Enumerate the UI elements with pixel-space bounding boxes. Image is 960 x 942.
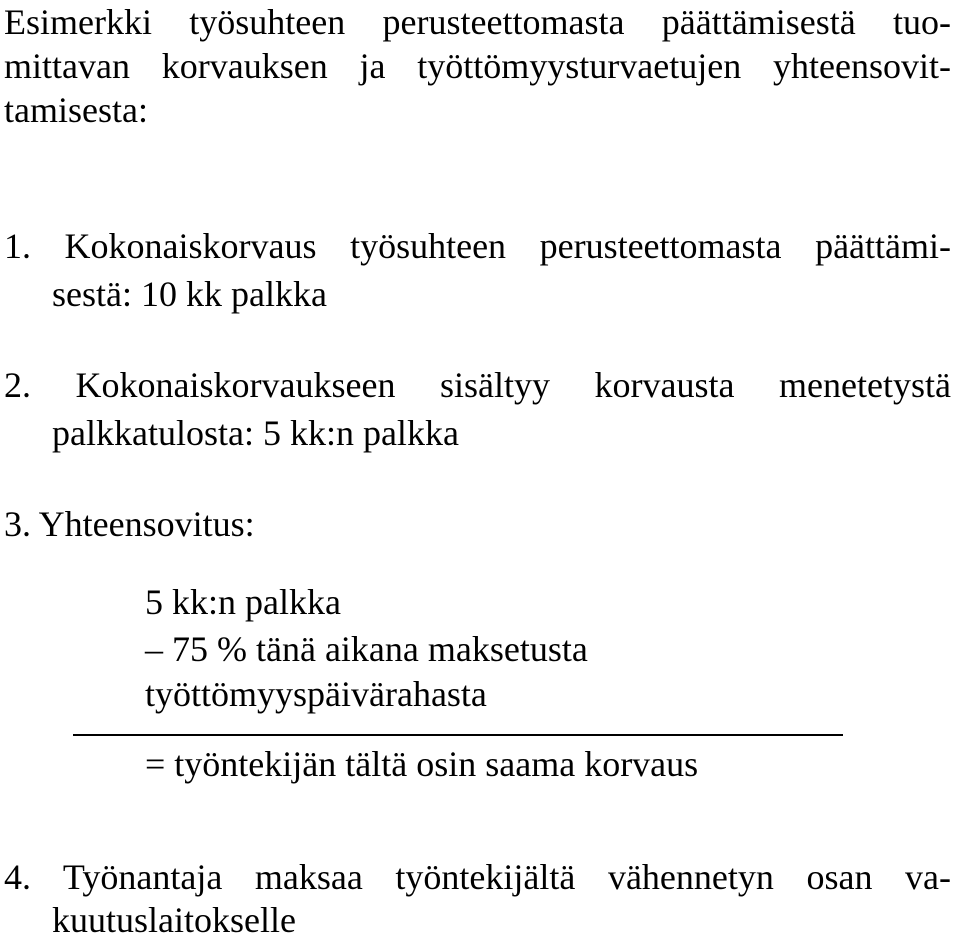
sum-divider [73,734,843,736]
calc-line-1: 5 kk:n palkka [145,582,341,622]
item-3-line-1: 3. Yhteensovitus: [4,504,255,544]
intro-line-2: mittavan korvauksen ja työttömyysturvaetujen yhteensovit- [4,46,951,86]
item-4-line-1: 4. Työnantaja maksaa työntekijältä vähennetyn osan va- [4,857,951,897]
calc-result: = työntekijän tältä osin saama korvaus [145,744,699,784]
item-2-line-2: palkkatulosta: 5 kk:n palkka [52,413,459,453]
intro-line-3: tamisesta: [4,90,148,130]
calc-line-2: – 75 % tänä aikana maksetusta [145,629,588,669]
calc-line-3: työttömyyspäivärahasta [145,674,487,714]
item-1-line-2: sestä: 10 kk palkka [52,274,327,314]
item-2-line-1: 2. Kokonaiskorvaukseen sisältyy korvausta menetetystä [4,365,951,405]
item-1-line-1: 1. Kokonaiskorvaus työsuhteen perusteettomasta päättämi- [4,226,951,266]
intro-line-1: Esimerkki työsuhteen perusteettomasta päättämisestä tuo- [4,2,951,42]
item-4-line-2: kuutuslaitokselle [52,900,296,940]
